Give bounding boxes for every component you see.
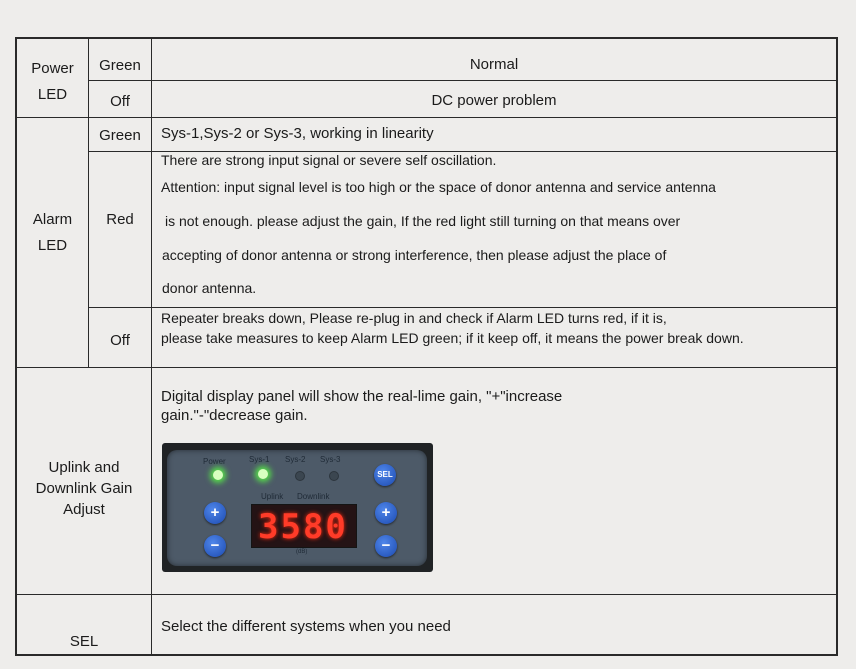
alarm-led-label: Alarm [32, 211, 73, 228]
power-led-label: LED [37, 86, 68, 103]
sys1-led-indicator [258, 469, 268, 479]
row-divider [15, 117, 837, 118]
alarm-led-red-desc-line: is not enough. please adjust the gain, If the red light still turning on that means over [165, 213, 681, 229]
sys3-indicator-label: Sys-3 [320, 455, 341, 464]
uplink-decrease-button[interactable]: − [204, 535, 226, 557]
alarm-led-off-desc-line: Repeater breaks down, Please re-plug in and check if Alarm LED turns red, if it is, [161, 310, 667, 326]
alarm-led-label: LED [37, 237, 68, 254]
table-border-right [836, 37, 838, 656]
column-divider-2 [151, 37, 152, 656]
row-divider [15, 367, 837, 368]
table-border-top [15, 37, 838, 39]
alarm-led-off-desc-line: please take measures to keep Alarm LED green; if it keep off, it means the power break down. [161, 330, 744, 346]
gain-display-value: 3580 [258, 507, 348, 547]
gain-adjust-label: Adjust [63, 501, 105, 518]
power-led-label: Power [31, 60, 74, 77]
downlink-label: Downlink [297, 492, 330, 501]
sel-button[interactable]: SEL [374, 464, 396, 486]
sys3-led-indicator [329, 471, 339, 481]
alarm-led-green-state: Green [99, 127, 141, 144]
power-led-off-state: Off [110, 93, 130, 110]
gain-digital-display [251, 504, 357, 548]
alarm-led-red-desc-line: Attention: input signal level is too high or the space of donor antenna and service antenna [161, 179, 716, 195]
table-border-bottom [15, 654, 838, 656]
downlink-decrease-button[interactable]: − [375, 535, 397, 557]
row-divider [89, 307, 837, 308]
control-panel-face [167, 450, 427, 566]
power-led-green-desc: Normal [469, 56, 519, 73]
sys2-indicator-label: Sys-2 [285, 455, 306, 464]
uplink-label: Uplink [261, 492, 284, 501]
table-border-left [15, 37, 17, 656]
power-led-off-desc: DC power problem [431, 92, 557, 109]
power-led-green-state: Green [99, 57, 141, 74]
alarm-led-off-state: Off [110, 332, 130, 349]
alarm-led-red-desc-line: accepting of donor antenna or strong interference, then please adjust the place of [162, 247, 667, 263]
sys1-indicator-label: Sys-1 [249, 455, 270, 464]
gain-unit-label: (dB) [296, 549, 308, 555]
control-panel-image [162, 443, 433, 572]
downlink-increase-button[interactable]: + [375, 502, 397, 524]
sel-row-label: SEL [69, 633, 99, 650]
column-divider-1 [88, 37, 89, 368]
sys2-led-indicator [295, 471, 305, 481]
gain-adjust-desc-line: Digital display panel will show the real-lime gain, "+"increase [161, 388, 563, 405]
alarm-led-red-desc-line: donor antenna. [162, 280, 257, 296]
power-indicator-label: Power [203, 457, 226, 466]
row-divider [15, 594, 837, 595]
alarm-led-green-desc: Sys-1,Sys-2 or Sys-3, working in linearity [161, 125, 434, 142]
gain-adjust-label: Downlink Gain [35, 480, 133, 497]
gain-adjust-label: Uplink and [48, 459, 120, 476]
power-led-indicator [213, 470, 223, 480]
alarm-led-red-desc-line: There are strong input signal or severe self oscillation. [161, 152, 497, 168]
uplink-increase-button[interactable]: + [204, 502, 226, 524]
alarm-led-red-state: Red [106, 211, 134, 228]
sel-row-desc: Select the different systems when you need [161, 618, 451, 635]
gain-adjust-desc-line: gain."-"decrease gain. [161, 407, 308, 424]
row-divider [89, 80, 837, 81]
